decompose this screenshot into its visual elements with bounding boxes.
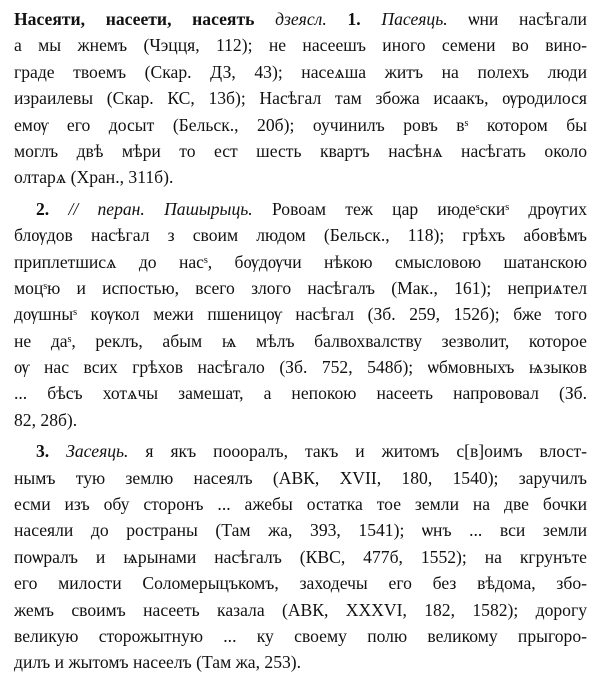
text-line: ѡни насѣгали: [468, 9, 587, 29]
text-line: есми изъ обу сторонъ ... ажебы остатка тое земли на две бочки: [14, 494, 587, 515]
text-line: Ровоам теж цар июдеˢскиˢ дрѹгих: [271, 198, 587, 219]
sense-2: [14, 196, 587, 434]
text-line: поѡралъ и ѩрынами насѣгалъ (КВС, 477б, 1552); на кгрунъте: [14, 546, 587, 567]
sense-number: 1.: [347, 9, 361, 29]
text-line: великую сторожытную ... ку своему полю великому прыгоро-: [14, 625, 587, 646]
text-line: жемъ своимъ насееть казала (АВК, XXXVI, 182, 1582); дорогу: [14, 599, 587, 620]
text-line: я якъ поооралъ, такъ и житомъ с[в]оимъ влост-: [145, 441, 587, 462]
text-line: блѹдов насѣгал з своим людом (Бельск., 118); грѣхъ абовѣмъ: [14, 225, 587, 246]
text-line: ... бѣсъ хотѧчы замешат, а непокою насееть напрововал (Зб.: [14, 383, 587, 404]
sense-number: 3.: [36, 441, 50, 462]
sense-first-line: [14, 196, 587, 222]
text-line: насеяли до ространы (Там жа, 393, 1541); ѡнъ ... вси земли: [14, 520, 587, 541]
sense-3: [14, 438, 587, 676]
text-line: а мы жнемъ (Чэцця, 112); не насеешъ иного семени во вино-: [14, 35, 587, 56]
text-line: дѹшныˢ кѹкол межи пшеницѹ насѣгал (Зб. 259, 152б); бже того: [14, 304, 587, 325]
text-line: дилъ и жытомъ насеелъ (Там жа, 253).: [14, 652, 302, 673]
text-line: моцˢю и испостью, всего злого насѣгалъ (Мак., 161); неприѧтел: [14, 277, 587, 298]
headword: Насеяти, насеети, насеять: [14, 9, 255, 29]
text-line: ѹ нас всих грѣхов насѣгало (Зб. 752, 548б); ѡбмовныхъ ѩзыков: [14, 357, 587, 378]
entry-first-line: [14, 6, 587, 32]
text-line: его милости Соломерыцъкомъ, заходечы его без вѣдома, збо-: [14, 573, 587, 594]
text-line: граде твоемъ (Скар. ДЗ, 43); насеѧша житъ на полехъ люди: [14, 61, 587, 82]
text-line: 82, 28б).: [14, 409, 78, 430]
text-line: моглъ двѣ мѣри то ест шесть квартъ насѣнѧ насѣгать около: [14, 140, 587, 161]
text-line: емѹ его досыт (Бельск., 20б); оучинилъ ровъ вˢ котором бы: [14, 114, 587, 135]
sense-gloss: Пашырыць.: [164, 198, 253, 219]
sense-1: [14, 6, 587, 191]
sense-number: 2.: [36, 198, 50, 219]
part-of-speech: дзеясл.: [275, 9, 327, 29]
text-line: нымъ тую землю насеялъ (АВК, XVII, 180, 1540); заручилъ: [14, 467, 587, 488]
sense-gloss: Пасеяць.: [381, 9, 448, 29]
text-line: олтарѧ (Хран., 311б).: [14, 167, 174, 188]
text-line: приплетшисѧ до насˢ, бѹдѹчи нѣкою смысловою шатанскою: [14, 251, 587, 272]
sense-gloss: Засеяць.: [66, 441, 129, 462]
sense-marker: // перан.: [68, 198, 145, 219]
sense-first-line: [14, 438, 587, 464]
text-line: израилевы (Скар. КС, 13б); Насѣгал там збожа исаакъ, ѹродилося: [14, 88, 587, 109]
text-line: не даˢ, реклъ, абым ѩ мѣлъ балвохвалству зезволит, которое: [14, 330, 587, 351]
